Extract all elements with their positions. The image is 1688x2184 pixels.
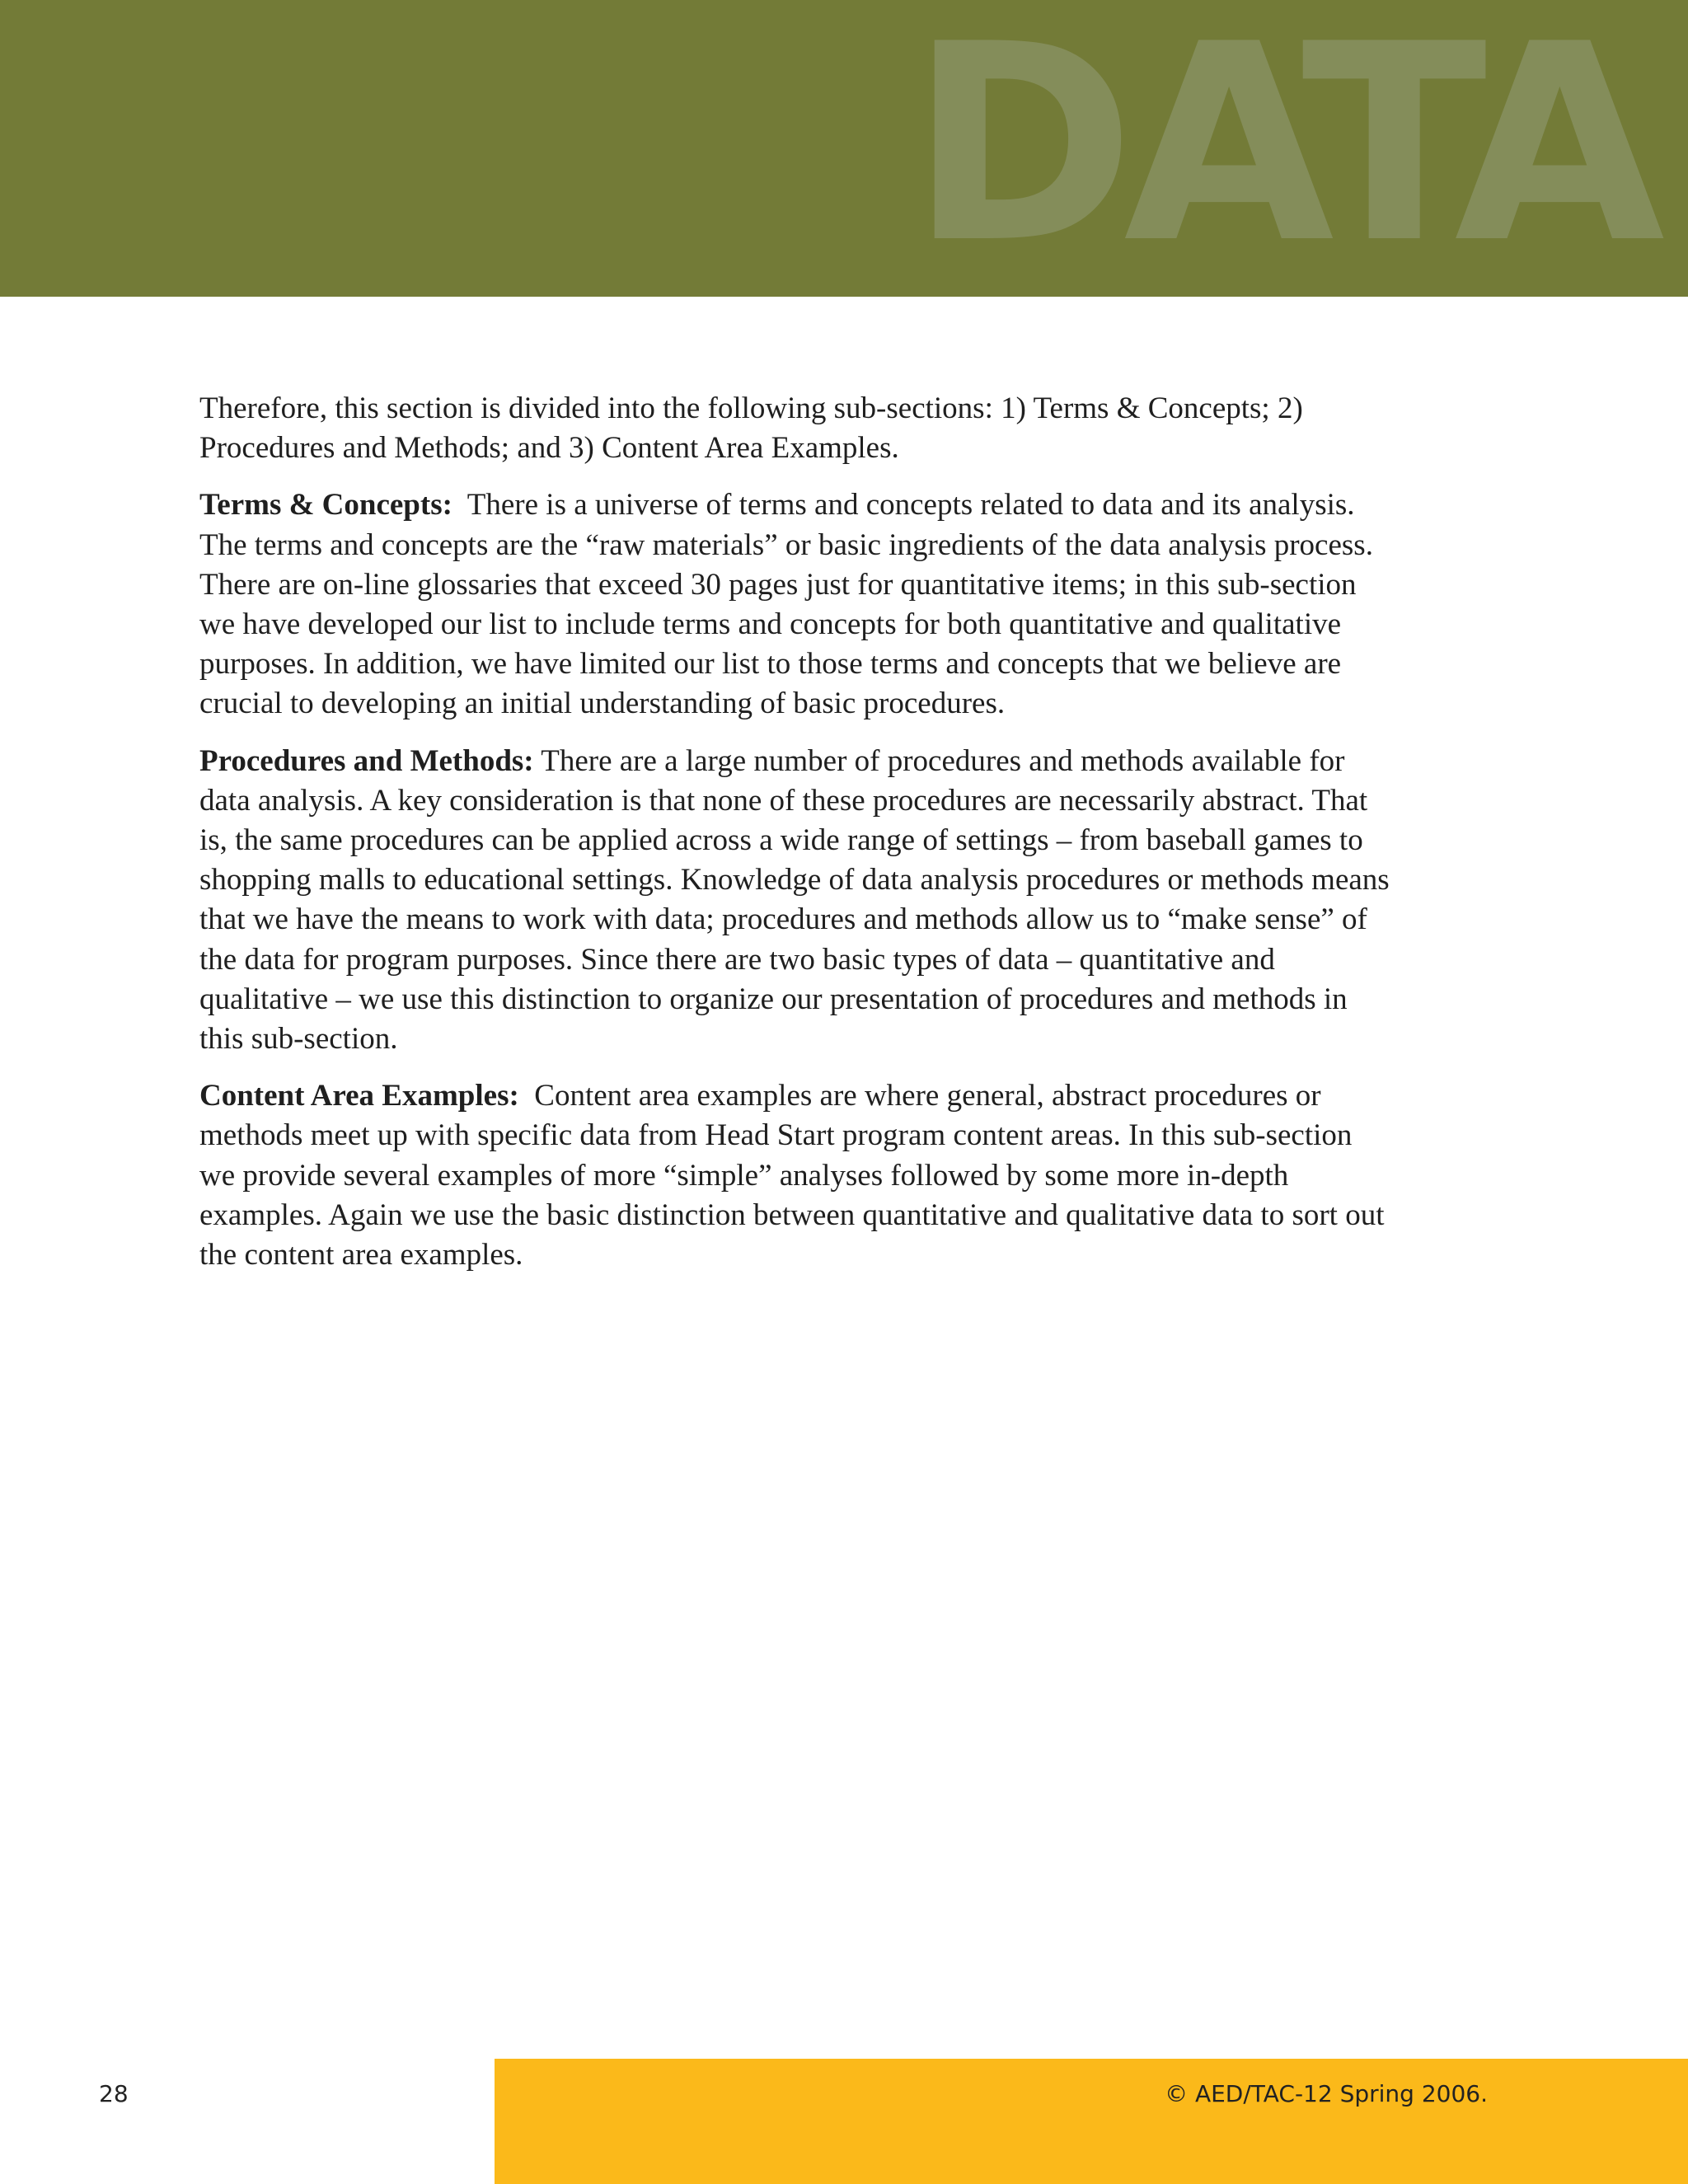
footer-band <box>495 2059 1688 2184</box>
header-band <box>0 0 1688 297</box>
page-content <box>199 389 1390 1292</box>
terms-paragraph <box>199 485 1390 724</box>
content-areas-lead: Content Area Examples: <box>199 1079 519 1113</box>
copyright-notice: © AED/TAC-12 Spring 2006. <box>1165 2080 1488 2107</box>
content-areas-paragraph <box>199 1076 1390 1275</box>
terms-lead: Terms & Concepts: <box>199 488 452 523</box>
section-watermark: DATA <box>909 0 1653 297</box>
procedures-lead: Procedures and Methods: <box>199 743 534 778</box>
procedures-paragraph <box>199 742 1390 1060</box>
terms-text: There is a universe of terms and concepts related to data and its analysis. The terms and concepts are the “raw materials” or basic ingredients of the data analysis process. There are on-line glossaries that exceed 30 pages just for quantitative items; in this sub-section we have developed our list to include terms and concepts for both quantitative and qualitative purposes. In addition, we have limited our list to those terms and concepts that we believe are crucial to developing an initial understanding of basic procedures. <box>199 488 1373 721</box>
intro-paragraph: Therefore, this section is divided into the following sub-sections: 1) Terms & Concepts; 2) Procedures and Methods; and 3) Content Area Examples. <box>199 391 1303 466</box>
content-areas-text: Content area examples are where general, abstract procedures or methods meet up with specific data from Head Start program content areas. In this sub-section we provide several examples of more “simple” analyses followed by some more in-depth examples. Again we use the basic distinction between quantitative and qualitative data to sort out the content area examples. <box>199 1079 1385 1272</box>
page-number: 28 <box>99 2080 129 2107</box>
procedures-text: There are a large number of procedures and methods available for data analysis. A key consideration is that none of these procedures are necessarily abstract. That is, the same procedures can be applied across a wide range of settings – from baseball games to shopping malls to educational settings. Knowledge of data analysis procedures or methods means that we have the means to work with data; procedures and methods allow us to “make sense” of the data for program purposes. Since there are two basic types of data – quantitative and qualitative – we use this distinction to organize our presentation of procedures and methods in this sub-section. <box>199 743 1390 1057</box>
